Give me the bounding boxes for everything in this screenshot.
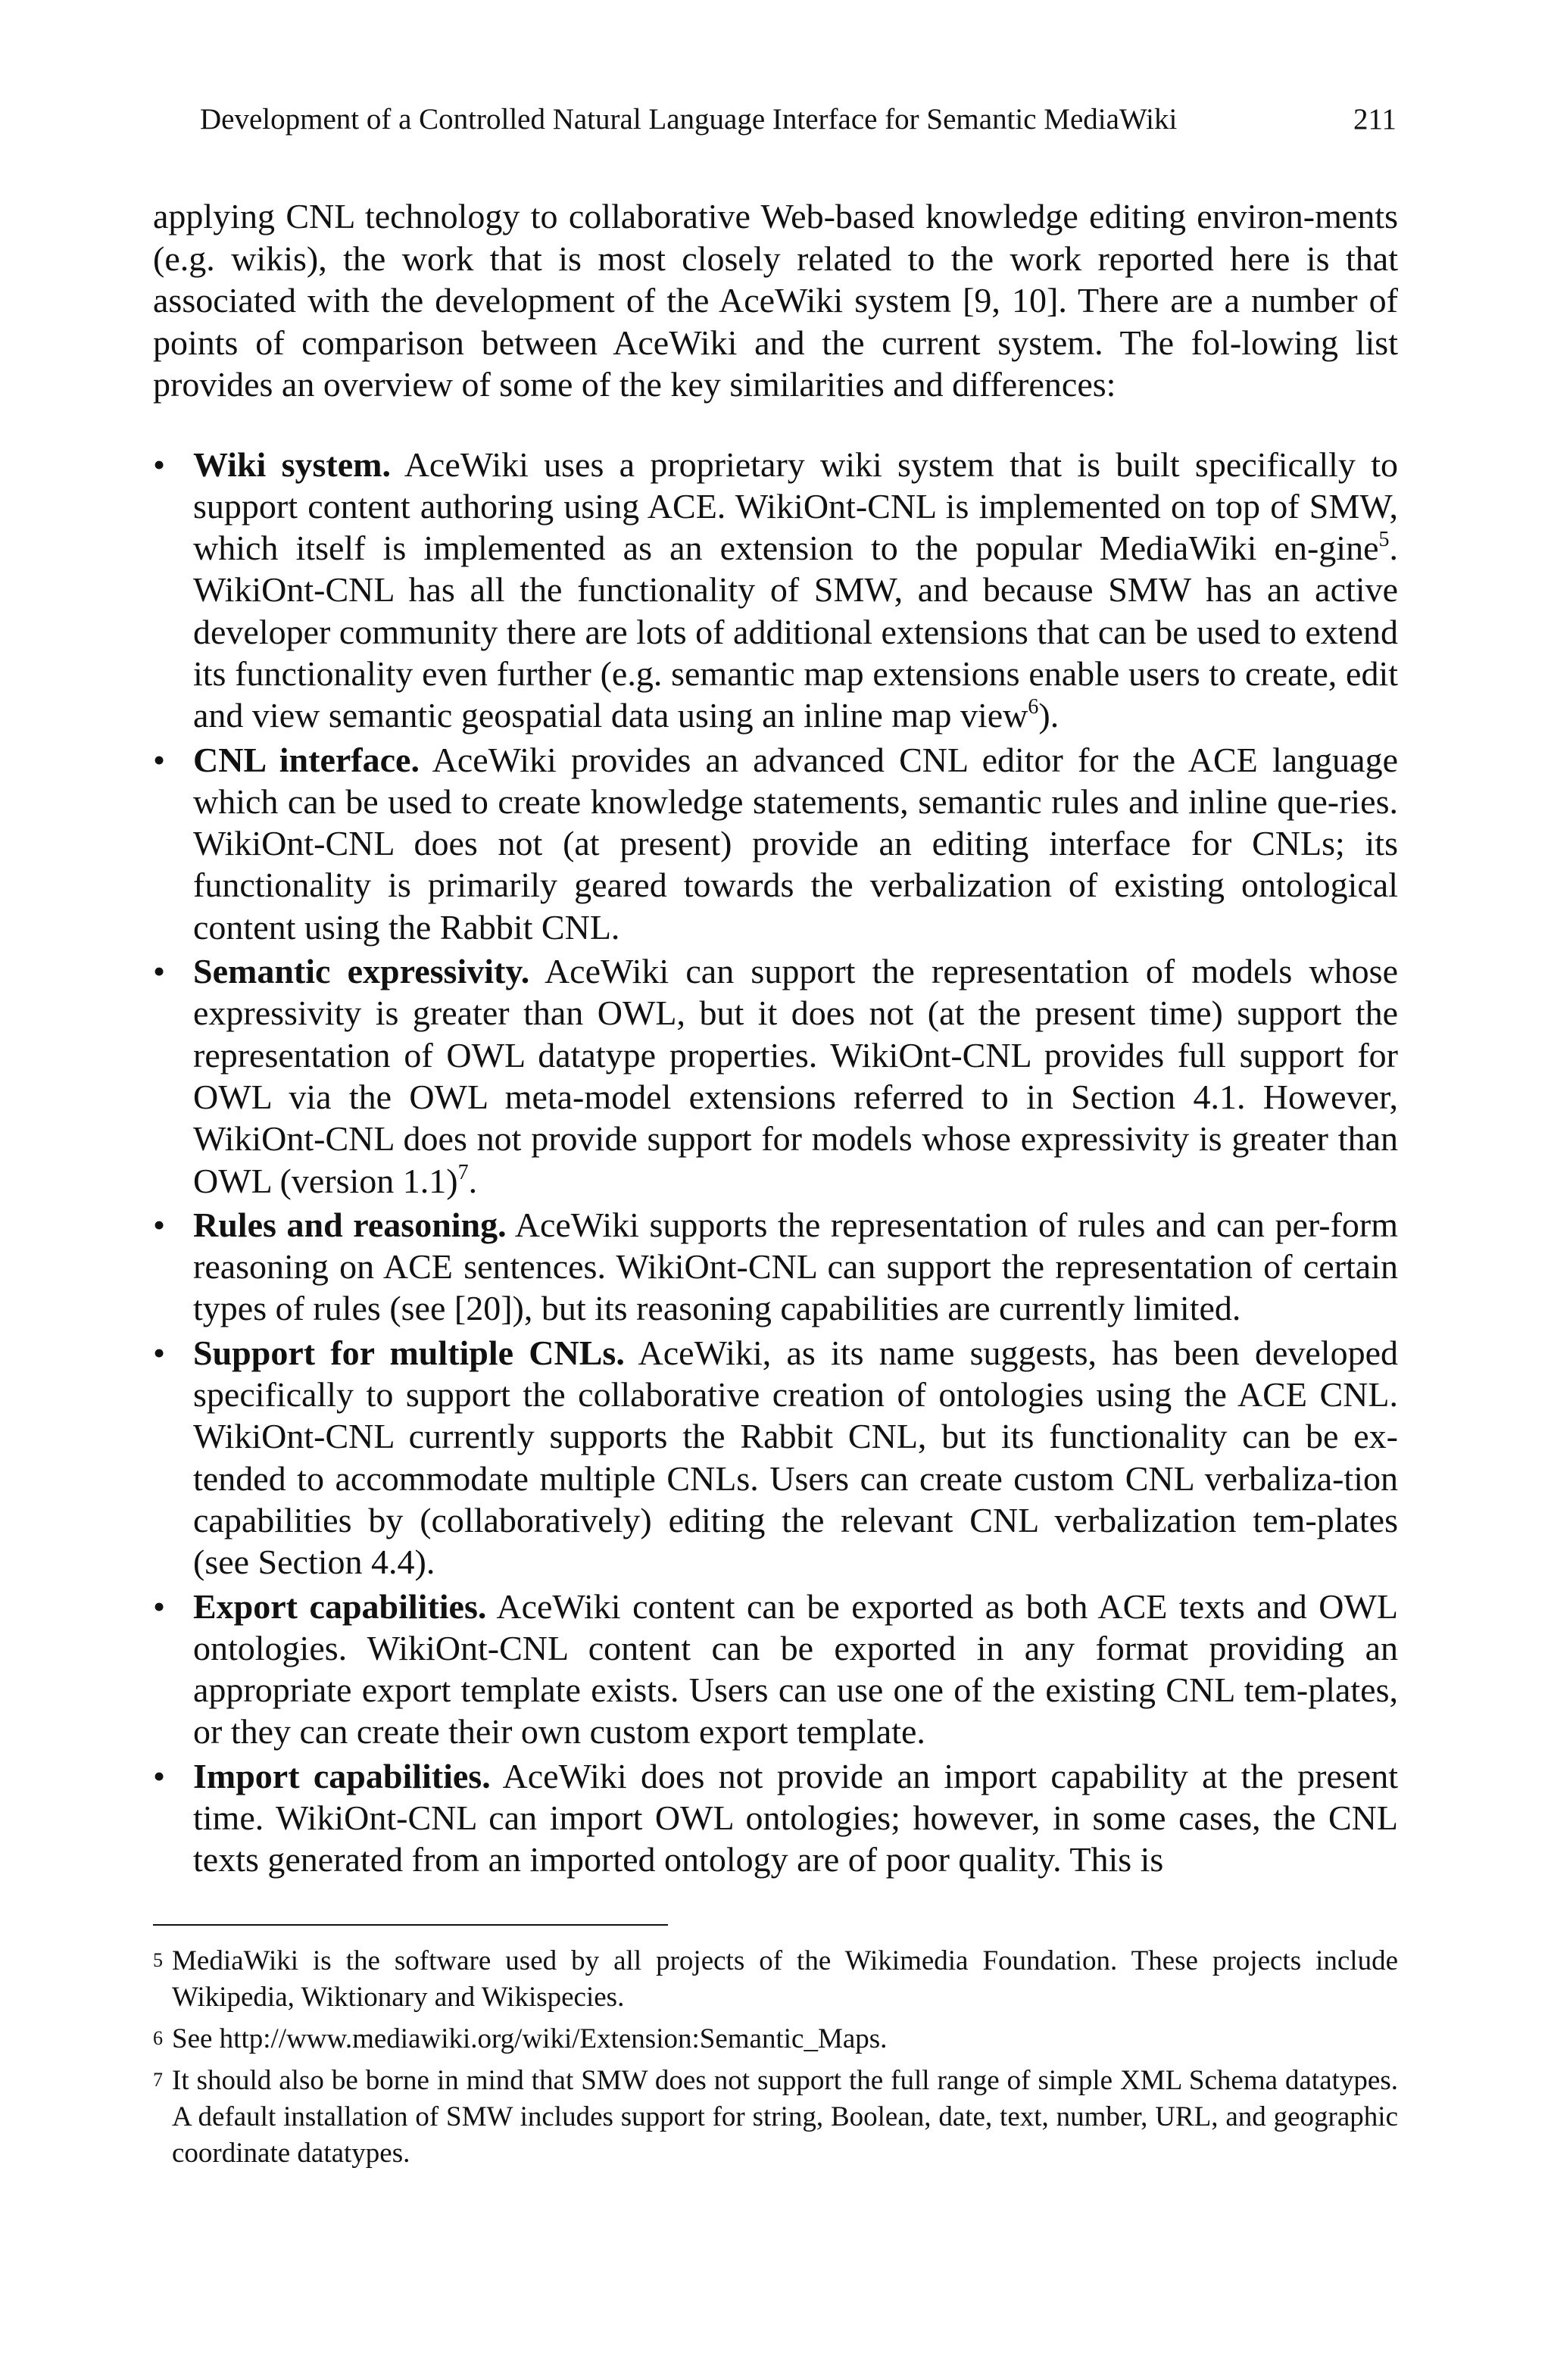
item-text: AceWiki provides an advanced CNL editor for the ACE language which can be used to create knowledge statements, semantic rules and inline que-ries. WikiOnt-CNL does not (at present) provide an editing interface for CNLs; its functionality is primarily geared towards the verbalization of existing ontological content using the Rabbit CNL. xyxy=(193,740,1398,947)
footnote-text: MediaWiki is the software used by all projects of the Wikimedia Foundation. These projects include Wikipedia, Wiktionary and Wikispecies. xyxy=(172,1945,1398,2013)
list-item-semantic-expressivity xyxy=(153,950,1398,1202)
item-text: AceWiki supports the representation of rules and can per-form reasoning on ACE sentences. WikiOnt-CNL can support the representation of certain types of rules (see [20]), but its reasoning capabilities are currently limited. xyxy=(193,1205,1398,1328)
item-title: CNL interface. xyxy=(193,740,420,779)
list-item-import-capabilities xyxy=(153,1755,1398,1881)
item-text: AceWiki, as its name suggests, has been developed specifically to support the collaborative creation of ontologies using the ACE CNL. WikiOnt-CNL currently supports the Rabbit CNL, but its functionality can be ex-tended to accommodate multiple CNLs. Users can create custom CNL verbaliza-tion capabilities by (collaboratively) editing the relevant CNL verbalization tem-plates (see Section 4.4). xyxy=(193,1333,1398,1582)
list-item-wiki-system xyxy=(153,444,1398,737)
item-title: Import capabilities. xyxy=(193,1756,491,1795)
bullet-icon: • xyxy=(153,444,166,484)
list-item-export-capabilities xyxy=(153,1586,1398,1753)
footnote-mark: 6 xyxy=(153,2027,163,2049)
footnote-text: It should also be borne in mind that SMW does not support the full range of simple XML Schema datatypes. A default installation of SMW includes support for string, Boolean, date, text, number, URL, and geographic coordinate datatypes. xyxy=(172,2065,1398,2169)
footnote-5 xyxy=(153,1943,1398,2016)
bullet-icon: • xyxy=(153,1756,166,1795)
item-text: AceWiki can support the representation of models whose expressivity is greater than OWL, but it does not (at the present time) support the representation of OWL datatype properties. WikiOnt-CNL provides full support for OWL via the OWL meta-model extensions referred to in Section 4.1. However, WikiOnt-CNL does not provide support for models whose expressivity is greater than OWL (version 1.1) xyxy=(193,952,1398,1200)
item-text: AceWiki content can be exported as both ACE texts and OWL ontologies. WikiOnt-CNL content can be exported in any format providing an appropriate export template exists. Users can use one of the existing CNL tem-plates, or they can create their own custom export template. xyxy=(193,1586,1398,1751)
item-title: Export capabilities. xyxy=(193,1586,487,1626)
item-title: Rules and reasoning. xyxy=(193,1205,507,1244)
item-title: Wiki system. xyxy=(193,444,391,484)
item-title: Support for multiple CNLs. xyxy=(193,1333,625,1372)
item-text: . xyxy=(468,1161,478,1200)
comparison-list xyxy=(153,444,1398,1881)
footnote-mark: 7 xyxy=(153,2069,163,2091)
footnote-ref: 7 xyxy=(457,1160,469,1184)
bullet-icon: • xyxy=(153,740,166,779)
footnote-6 xyxy=(153,2021,1398,2057)
footnote-7 xyxy=(153,2063,1398,2172)
bullet-icon: • xyxy=(153,1586,166,1626)
footnote-ref: 5 xyxy=(1378,528,1390,552)
footnote-text: See http://www.mediawiki.org/wiki/Extension:Semantic_Maps. xyxy=(172,2023,888,2054)
footnote-ref: 6 xyxy=(1028,695,1039,719)
footnote-divider xyxy=(153,1924,668,1926)
running-title: Development of a Controlled Natural Language Interface for Semantic MediaWiki xyxy=(200,103,1178,136)
intro-paragraph: applying CNL technology to collaborative Web-based knowledge editing environ-ments (e.g. wikis), the work that is most closely related to the work reported here is that associated with the development of the AceWiki system [9, 10]. There are a number of points of comparison between AceWiki and the current system. The fol-lowing list provides an overview of some of the key similarities and differences: xyxy=(153,197,1398,404)
footnote-mark: 5 xyxy=(153,1949,163,1971)
running-header xyxy=(200,97,1397,142)
bullet-icon: • xyxy=(153,1333,166,1372)
bullet-icon: • xyxy=(153,1205,166,1244)
item-text: ). xyxy=(1038,696,1059,735)
item-text: . WikiOnt-CNL has all the functionality of SMW, and because SMW has an active developer community there are lots of additional extensions that can be used to extend its functionality even further (e.g. semantic map extensions enable users to create, edit and view semantic geospatial data using an inline map view xyxy=(193,529,1398,735)
footnotes xyxy=(153,1943,1398,2177)
bullet-icon: • xyxy=(153,952,166,991)
page-number: 211 xyxy=(1353,103,1397,136)
item-text: AceWiki uses a proprietary wiki system that is built specifically to support content authoring using ACE. WikiOnt-CNL is implemented on top of SMW, which itself is implemented as an extension to the popular MediaWiki en-gine xyxy=(193,444,1398,568)
body-text xyxy=(153,195,1398,1883)
item-text: AceWiki does not provide an import capability at the present time. WikiOnt-CNL can import OWL ontologies; however, in some cases, the CNL texts generated from an imported ontology are of poor quality. This is xyxy=(193,1756,1398,1879)
list-item-rules-and-reasoning xyxy=(153,1204,1398,1330)
list-item-cnl-interface xyxy=(153,739,1398,948)
item-title: Semantic expressivity. xyxy=(193,952,530,991)
list-item-multiple-cnls xyxy=(153,1332,1398,1583)
